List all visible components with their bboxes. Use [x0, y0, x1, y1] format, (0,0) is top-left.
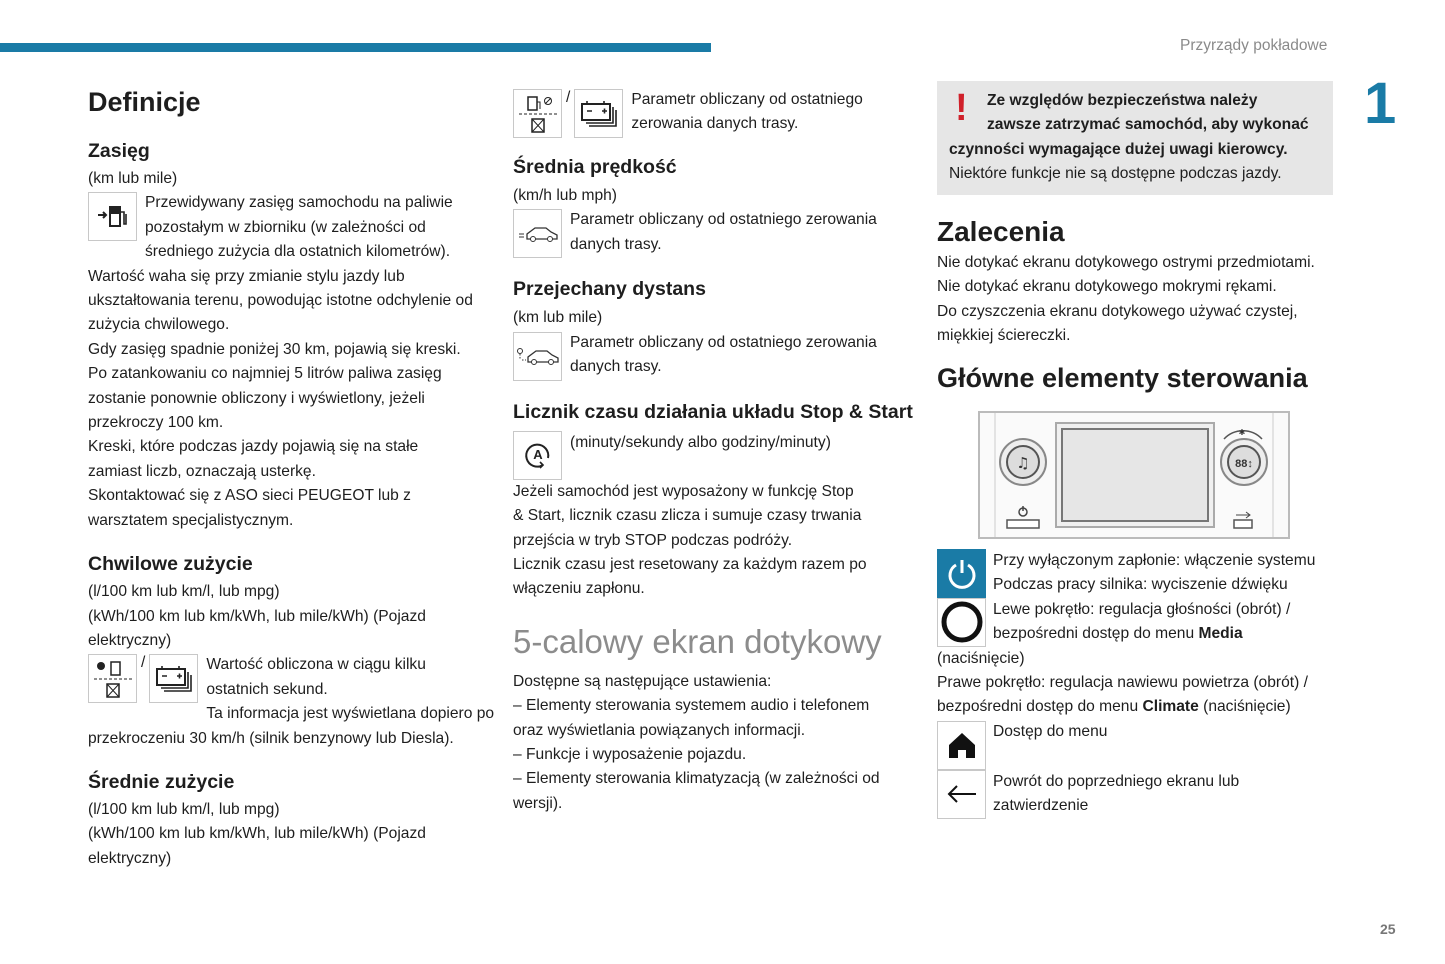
text-line: zużycia chwilowego. — [88, 316, 230, 334]
text-line: wersji). — [513, 794, 563, 812]
page-number: 25 — [1380, 921, 1396, 937]
media-label: Media — [1198, 625, 1243, 643]
licznik-text — [513, 480, 913, 602]
text-line: Do czyszczenia ekranu dotykowego używać czystej, — [937, 302, 1298, 320]
section-title: Przyrządy pokładowe — [1180, 37, 1328, 54]
slash-separator: / — [566, 89, 571, 106]
text-line: – Funkcje i wyposażenie pojazdu. — [513, 746, 747, 764]
warning-line: Ze względów bezpieczeństwa należy — [987, 92, 1258, 109]
svg-text:A: A — [532, 447, 543, 463]
slash-separator: / — [141, 654, 146, 672]
text-line: zerowania danych trasy. — [631, 115, 799, 133]
fuel-reset-icon — [88, 654, 137, 703]
text-line: (l/100 km lub km/l, lub mpg) — [88, 800, 280, 818]
predkosc-heading: Średnia prędkość — [513, 156, 677, 178]
text-line: & Start, licznik czasu zlicza i sumuje czasy trwania — [513, 507, 862, 525]
licznik-heading: Licznik czasu działania układu Stop & Start — [513, 400, 913, 423]
back-desc: Powrót do poprzedniego ekranu lub — [993, 772, 1240, 790]
text-line: danych trasy. — [570, 235, 662, 253]
warning-line: czynności wymagające dużej uwagi kierowcy. — [949, 140, 1288, 158]
back-desc: zatwierdzenie — [993, 797, 1089, 815]
text-line: Nie dotykać ekranu dotykowego mokrymi rękami. — [937, 278, 1277, 296]
text-line: elektryczny) — [88, 631, 172, 649]
text-line: Parametr obliczany od ostatniego — [631, 91, 863, 108]
text-line: Wartość obliczona w ciągu kilku — [206, 656, 426, 674]
licznik-units: (minuty/sekundy albo godziny/minuty) — [570, 433, 831, 451]
power-desc: Przy wyłączonym zapłonie: włączenie systemu — [993, 551, 1316, 569]
text-line: danych trasy. — [570, 358, 662, 376]
safety-warning-box — [937, 81, 1333, 195]
text-line: Skontaktować się z ASO sieci PEUGEOT lub z — [88, 487, 411, 505]
power-desc: Podczas pracy silnika: wyciszenie dźwięku — [993, 576, 1288, 594]
text-line: – Elementy sterowania systemem audio i telefonem — [513, 697, 870, 715]
text-line: Dostępne są następujące ustawienia: — [513, 672, 772, 690]
text-line: oraz wyświetlania powiązanych informacji. — [513, 721, 806, 739]
knob-desc: Lewe pokrętło: regulacja głośności (obrót) / — [993, 600, 1291, 618]
text-line: Licznik czasu jest resetowany za każdym razem po — [513, 556, 867, 574]
text-line: Parametr obliczany od ostatniego zerowania — [570, 211, 877, 229]
back-arrow-icon — [937, 770, 986, 819]
ekran-heading: 5-calowy ekran dotykowy — [513, 622, 882, 660]
text-line: ostatnich sekund. — [206, 680, 328, 698]
text-line: elektryczny) — [88, 849, 172, 867]
home-desc: Dostęp do menu — [993, 722, 1108, 740]
text-line: zamiast liczb, oznaczają usterkę. — [88, 462, 316, 480]
knob-desc-text: bezpośredni dostęp do menu — [993, 625, 1199, 643]
knob-desc — [937, 622, 1337, 646]
text-line: Przewidywany zasięg samochodu na paliwie — [145, 194, 453, 212]
text-line: (kWh/100 km lub km/kWh, lub mile/kWh) (Pojazd — [88, 825, 426, 843]
distance-car-icon — [513, 332, 562, 381]
chapter-number: 1 — [1364, 71, 1397, 136]
knob-desc: Prawe pokrętło: regulacja nawiewu powietrza (obrót) / — [937, 674, 1308, 692]
warning-line: zawsze zatrzymać samochód, aby wykonać — [987, 116, 1309, 134]
text-line: miękkiej ściereczki. — [937, 327, 1071, 345]
text-line: Po zatankowaniu co najmniej 5 litrów paliwa zasięg — [88, 365, 442, 383]
svg-text:✱: ✱ — [1238, 427, 1246, 437]
text-line: Parametr obliczany od ostatniego zerowania — [570, 333, 877, 351]
zasieg-heading: Zasięg — [88, 140, 150, 162]
zalecenia-heading: Zalecenia — [937, 216, 1065, 247]
text-line: przejścia w tryb STOP podczas podróży. — [513, 531, 793, 549]
range-fuel-icon — [88, 192, 137, 241]
stop-start-icon — [513, 431, 562, 480]
home-icon — [937, 721, 986, 770]
text-line: (kWh/100 km lub km/kWh, lub mile/kWh) (Pojazd — [88, 607, 426, 625]
svg-text:88↕: 88↕ — [1235, 457, 1253, 470]
zalecenia-text — [937, 251, 1337, 349]
predkosc-text — [513, 208, 913, 257]
text-line: pozostałym w zbiorniku (w zależności od — [145, 218, 426, 236]
knob-desc — [937, 695, 1337, 719]
rotary-knob-icon — [937, 598, 986, 647]
header-accent-bar — [0, 43, 711, 52]
dystans-heading: Przejechany dystans — [513, 278, 706, 301]
left-column — [88, 86, 498, 871]
text-line: zostanie ponownie obliczony i wyświetlony, jeżeli — [88, 389, 425, 407]
sterowanie-heading: Główne elementy sterowania — [937, 362, 1308, 393]
srednie-units — [88, 798, 498, 871]
chwilowe-units — [88, 580, 498, 653]
text-line: warsztatem specjalistycznym. — [88, 511, 294, 529]
battery-icon — [574, 89, 623, 138]
knob-desc-text: (naciśnięcie) — [1198, 698, 1291, 716]
text-line: średniego zużycia dla ostatnich kilometrów). — [145, 243, 451, 261]
zasieg-text — [88, 191, 498, 533]
page-heading: Definicje — [88, 87, 201, 117]
text-line: ukształtowania terenu, powodując istotne odchylenie od — [88, 292, 473, 310]
text-line: Wartość waha się przy zmianie stylu jazdy lub — [88, 267, 405, 285]
knob-desc: (naciśnięcie) — [937, 649, 1025, 667]
average-speed-car-icon — [513, 209, 562, 258]
text-line: Kreski, które podczas jazdy pojawią się na stałe — [88, 438, 419, 456]
text-line: przekroczeniu 30 km/h (silnik benzynowy lub Diesla). — [88, 729, 454, 747]
warning-note: Niektóre funkcje nie są dostępne podczas jazdy. — [949, 165, 1282, 183]
chwilowe-heading: Chwilowe zużycie — [88, 553, 253, 576]
climate-label: Climate — [1142, 698, 1199, 716]
knob-desc-text: bezpośredni dostęp do menu — [937, 698, 1143, 716]
text-line: Ta informacja jest wyświetlana dopiero po — [206, 705, 495, 723]
middle-column — [513, 88, 913, 816]
text-line: Gdy zasięg spadnie poniżej 30 km, pojawią się kreski. — [88, 340, 461, 358]
predkosc-units: (km/h lub mph) — [513, 187, 617, 204]
power-icon — [937, 549, 986, 598]
reset-text — [513, 88, 913, 137]
control-panel-illustration — [978, 411, 1290, 539]
svg-text:♫: ♫ — [1016, 453, 1030, 472]
right-column — [937, 215, 1337, 819]
text-line: włączeniu zapłonu. — [513, 580, 645, 598]
text-line: Nie dotykać ekranu dotykowego ostrymi przedmiotami. — [937, 254, 1315, 271]
warning-icon: ! — [955, 87, 968, 129]
text-line: (l/100 km lub km/l, lub mpg) — [88, 583, 280, 601]
dystans-units: (km lub mile) — [513, 309, 603, 327]
srednie-heading: Średnie zużycie — [88, 770, 235, 793]
text-line: – Elementy sterowania klimatyzacją (w zależności od — [513, 770, 880, 788]
dystans-text — [513, 331, 913, 380]
ekran-text — [513, 670, 913, 816]
text-line: Jeżeli samochód jest wyposażony w funkcję Stop — [513, 482, 854, 500]
fuel-reset-icon — [513, 89, 562, 138]
text-line: przekroczy 100 km. — [88, 414, 224, 432]
battery-icon — [149, 654, 198, 703]
zasieg-units: (km lub mile) — [88, 170, 178, 187]
